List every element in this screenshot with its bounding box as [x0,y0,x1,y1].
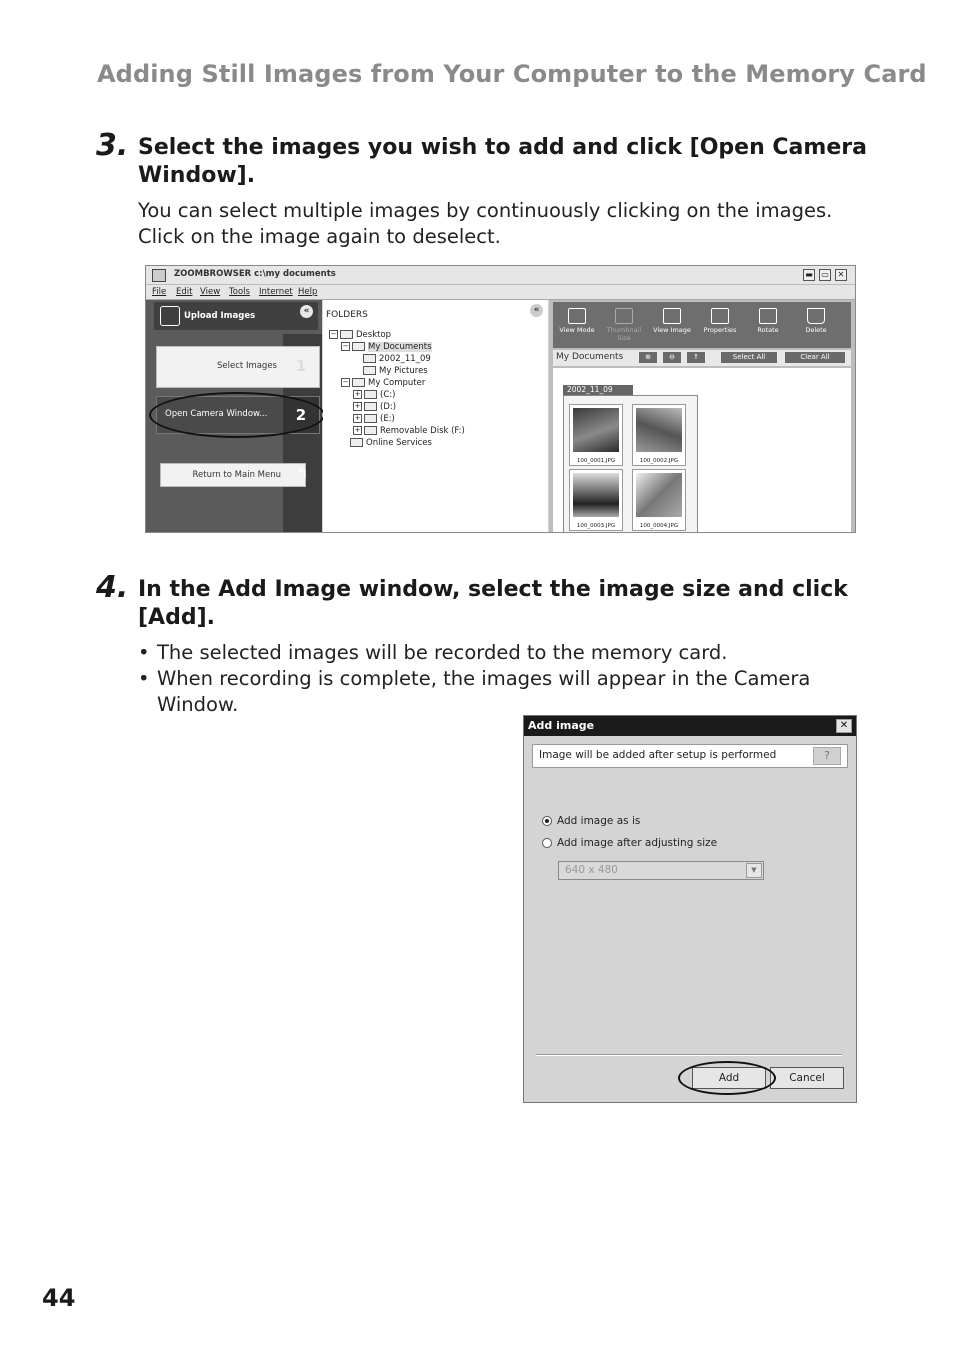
tree-item-my-computer[interactable]: − My Computer [342,378,426,388]
size-select-value: 640 x 480 [565,864,618,876]
highlight-ellipse [149,392,325,438]
size-select[interactable] [558,861,764,880]
dialog-info-text: Image will be added after setup is performed [539,749,777,761]
tree-item-my-documents[interactable]: − My Documents [342,342,432,352]
thumbnail[interactable] [569,404,623,466]
step-3-body-line2: Click on the image again to deselect. [138,225,501,248]
clear-all-button[interactable]: Clear All [785,352,845,363]
tree-item-desktop[interactable]: − Desktop [330,330,392,340]
thumbnail-size-icon [615,308,633,324]
add-button[interactable]: Add [692,1067,766,1089]
view-image-button[interactable]: View Image [650,304,694,346]
step-3-instruction-line1: Select the images you wish to add and click [Open Camera [138,135,867,160]
return-arrow-icon[interactable]: ↰ [296,466,309,482]
dialog-info-box [532,744,848,768]
step-3-instruction-line2: Window]. [138,163,256,188]
thumbnail-image [573,408,619,452]
tree-item-online-services[interactable]: Online Services [350,438,432,448]
step-4-bullet-2-line1: When recording is complete, the images will appear in the Camera [157,667,811,690]
step-4-instruction-line1: In the Add Image window, select the image size and click [138,577,848,602]
properties-button[interactable]: Properties [698,304,742,346]
thumbnail-group [563,395,698,533]
collapse-left-icon[interactable]: « [300,305,313,318]
select-images-label: Select Images [217,361,277,371]
camera-icon [160,306,180,326]
maximize-icon[interactable]: ▭ [819,269,831,281]
thumbnail-caption: 100_0002.JPG [639,458,679,464]
current-folder-path: My Documents [556,352,624,362]
tree-item-c-drive[interactable]: + (C:) [354,390,396,400]
step-3-body-line1: You can select multiple images by continuously clicking on the images. [138,199,833,222]
tree-item-2002-11-09[interactable]: 2002_11_09 [363,354,431,364]
zoom-out-icon[interactable]: ⊖ [663,352,681,363]
tree-item-d-drive[interactable]: + (D:) [354,402,397,412]
highlight-ellipse [678,1061,776,1095]
radio-unselected-icon[interactable] [542,838,552,848]
open-camera-window-num: 2 [283,397,319,433]
zb-toolbar [553,302,851,348]
page-number: 44 [42,1284,76,1312]
select-images-num: 1 [295,357,307,375]
view-mode-icon [568,308,586,324]
zoom-in-icon[interactable]: ⊕ [639,352,657,363]
thumbnail-image [636,408,682,452]
radio-add-as-is[interactable] [542,815,640,827]
zb-browser-panel [549,300,855,532]
collapse-folders-icon[interactable]: « [530,304,543,317]
radio-add-as-is-label: Add image as is [557,815,641,827]
step-4-bullet-2-line2: Window. [157,693,239,716]
view-image-icon [663,308,681,324]
return-to-main-menu-label: Return to Main Menu [192,470,281,480]
step-4-number: 4. [96,570,129,605]
dialog-separator [536,1054,842,1056]
zb-menubar [146,285,855,300]
radio-adjust-size[interactable] [542,837,717,849]
radio-selected-icon[interactable] [542,816,552,826]
help-icon[interactable]: ? [813,747,841,765]
close-icon[interactable]: ✕ [835,269,847,281]
folders-header: FOLDERS [326,310,368,320]
zb-upload-label: Upload Images [184,311,256,321]
step-4-instruction-line2: [Add]. [138,605,215,630]
minimize-icon[interactable]: ▬ [803,269,815,281]
thumbnail-size-button[interactable]: Thumbnail Size [602,304,646,346]
cancel-button[interactable]: Cancel [770,1067,844,1089]
app-icon [152,269,166,282]
thumbnail[interactable] [632,469,686,531]
radio-adjust-size-label: Add image after adjusting size [557,837,718,849]
thumbnail[interactable] [632,404,686,466]
zb-titlebar [146,266,855,285]
menu-help[interactable]: Help [298,287,318,297]
zb-upload-header [154,302,318,330]
tree-item-removable-disk[interactable]: + Removable Disk (F:) [354,426,465,436]
tree-item-my-pictures[interactable]: My Pictures [363,366,428,376]
trash-icon [807,308,825,324]
thumbnail[interactable] [569,469,623,531]
zb-folders-panel [323,300,548,532]
rotate-button[interactable]: Rotate [746,304,790,346]
thumbnail-caption: 100_0001.JPG [576,458,616,464]
thumbnail-caption: 100_0004.JPG [639,523,679,529]
zb-window-title: ZOOMBROWSER c:\my documents [174,269,336,279]
menu-tools[interactable]: Tools [229,287,250,297]
bullet-dot-icon: • [138,641,150,664]
select-all-button[interactable]: Select All [721,352,777,363]
page-header-title: Adding Still Images from Your Computer to the Memory Card [97,60,927,88]
menu-view[interactable]: View [200,287,221,297]
dialog-title: Add image [528,719,595,732]
group-tab: 2002_11_09 [563,385,633,395]
bullet-dot-icon: • [138,667,150,690]
view-mode-button[interactable]: View Mode [555,304,599,346]
menu-file[interactable]: File [152,287,167,297]
properties-icon [711,308,729,324]
zb-subbar [553,350,851,366]
thumbnail-caption: 100_0003.JPG [576,523,616,529]
close-icon[interactable]: ✕ [836,719,852,733]
menu-internet[interactable]: Internet [259,287,293,297]
menu-edit[interactable]: Edit [176,287,193,297]
rotate-icon [759,308,777,324]
up-folder-icon[interactable]: ↑ [687,352,705,363]
thumbnail-image [573,473,619,517]
tree-item-e-drive[interactable]: + (E:) [354,414,395,424]
zoombrowser-screenshot [145,265,856,533]
select-images-button[interactable] [156,346,320,388]
step-3-number: 3. [96,128,129,163]
zb-thumbnail-viewer [553,368,851,532]
open-camera-window-label: Open Camera Window... [165,409,268,419]
chevron-down-icon[interactable]: ▼ [746,863,762,878]
dialog-titlebar [524,716,856,736]
delete-button[interactable]: Delete [794,304,838,346]
thumbnail-image [636,473,682,517]
add-image-dialog [523,715,857,1103]
step-4-bullet-1: The selected images will be recorded to the memory card. [157,641,728,664]
